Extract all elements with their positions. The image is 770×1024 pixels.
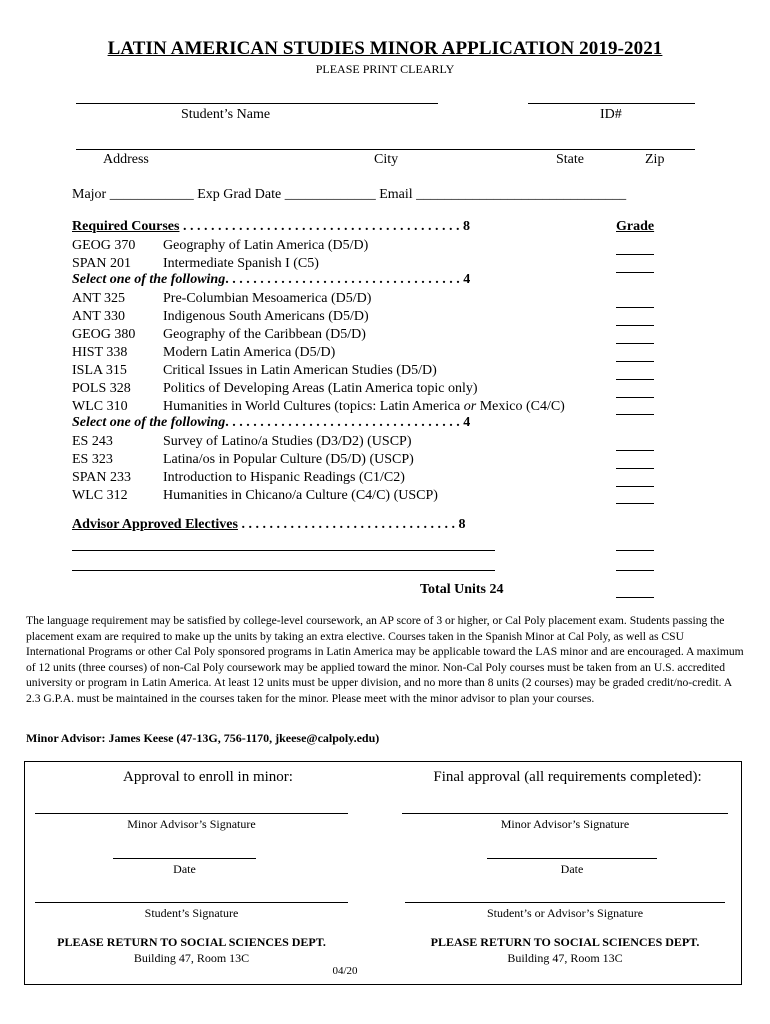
advisor-signature-field-left[interactable]	[35, 813, 348, 814]
signature-label-right: Student’s or Advisor’s Signature	[486, 906, 644, 920]
course-row	[72, 344, 335, 361]
course-name: Geography of Latin America (D5/D)	[163, 238, 369, 253]
id-field[interactable]	[528, 103, 695, 104]
course-row	[72, 451, 414, 468]
course-row	[72, 487, 438, 504]
grade-field[interactable]	[616, 379, 654, 380]
approval-enroll-heading: Approval to enroll in minor:	[123, 769, 293, 785]
course-code: GEOG 380	[72, 327, 136, 342]
zip-label: Zip	[645, 152, 665, 167]
course-code: WLC 310	[72, 399, 128, 414]
approval-box	[24, 761, 742, 985]
required-courses-label: Required Courses	[72, 219, 180, 234]
final-approval-heading: Final approval (all requirements completed):	[433, 769, 702, 785]
city-label: City	[374, 152, 399, 167]
course-row	[72, 362, 437, 379]
required-courses-heading	[72, 219, 470, 235]
address-label: Address	[103, 152, 149, 167]
course-row	[72, 237, 368, 254]
course-code: ISLA 315	[72, 363, 127, 378]
grade-field[interactable]	[616, 570, 654, 571]
course-row	[72, 290, 371, 307]
course-name: Critical Issues in Latin American Studies (D5/D)	[163, 363, 437, 378]
exp-grad-date-field[interactable]: _____________	[284, 187, 376, 202]
electives-heading	[72, 517, 465, 533]
course-code: HIST 338	[72, 345, 128, 360]
select-one-units: . . . . . . . . . . . . . . . . . . . . . . . . . . . . . . . . . . 4	[225, 415, 471, 430]
course-name: Humanities in World Cultures (topics: Latin America	[163, 399, 464, 414]
elective-field[interactable]	[72, 570, 495, 571]
grade-field[interactable]	[616, 550, 654, 551]
course-row	[72, 308, 369, 325]
student-name-label: Student’s Name	[181, 107, 271, 122]
grade-field[interactable]	[616, 325, 654, 326]
course-code: SPAN 201	[72, 256, 132, 271]
date-label-right: Date	[560, 862, 584, 876]
date-field-left[interactable]	[113, 858, 256, 859]
major-label: Major	[72, 187, 107, 202]
exp-grad-date-label: Exp Grad Date	[197, 187, 282, 202]
course-name: Modern Latin America (D5/D)	[163, 345, 336, 360]
select-one-heading	[72, 415, 470, 431]
course-name: Introduction to Hispanic Readings (C1/C2)	[163, 470, 405, 485]
grade-field[interactable]	[616, 450, 654, 451]
building-right: Building 47, Room 13C	[507, 951, 623, 965]
form-version-code: 04/20	[332, 965, 358, 977]
state-label: State	[556, 152, 584, 167]
course-code: ANT 325	[72, 291, 126, 306]
student-signature-field-left[interactable]	[35, 902, 348, 903]
course-name: Pre-Columbian Mesoamerica (D5/D)	[163, 291, 372, 306]
date-field-right[interactable]	[487, 858, 657, 859]
course-name: Politics of Developing Areas (Latin America topic only)	[163, 381, 478, 396]
major-field[interactable]: ____________	[109, 187, 194, 202]
address-field[interactable]	[76, 149, 695, 150]
course-code: ES 323	[72, 452, 113, 467]
select-one-units: . . . . . . . . . . . . . . . . . . . . . . . . . . . . . . . . . . 4	[225, 272, 471, 287]
course-code: WLC 312	[72, 488, 128, 503]
building-left: Building 47, Room 13C	[133, 951, 250, 965]
grade-field[interactable]	[616, 503, 654, 504]
course-row	[72, 255, 319, 272]
select-one-heading	[72, 272, 470, 288]
grade-field[interactable]	[616, 486, 654, 487]
course-name: Geography of the Caribbean (D5/D)	[163, 327, 366, 342]
requirements-paragraph: The language requirement may be satisfied by college-level coursework, an AP score of 3 or higher, or Cal Poly placement exam. Students passing the placement exam are required to make up the units by taking an extra elective. Courses taken in the Spanish Minor at Cal Poly, as well as CSU International Programs or other Cal Poly sponsored programs in Latin America may be applicable toward the LAS minor and are encouraged. A maximum of 12 units (three courses) of non-Cal Poly coursework may be applied toward the minor. Non-Cal Poly courses must be taken from an U.S. accredited university or program in Latin America. At least 12 units must be upper division, and no more than 8 units (2 courses) may be graded credit/no-credit. A 2.3 G.P.A. must be maintained in the courses taken for the minor. Please meet with the minor advisor to plan your courses.	[26, 614, 744, 705]
course-row	[72, 326, 366, 343]
course-name-tail: Mexico (C4/C)	[476, 399, 565, 414]
course-row	[72, 398, 565, 415]
advisor-signature-label-left: Minor Advisor’s Signature	[127, 817, 256, 831]
return-instructions-left: PLEASE RETURN TO SOCIAL SCIENCES DEPT.	[57, 935, 326, 949]
return-instructions-right: PLEASE RETURN TO SOCIAL SCIENCES DEPT.	[430, 935, 700, 949]
student-name-field[interactable]	[76, 103, 438, 104]
course-code: ANT 330	[72, 309, 126, 324]
email-label: Email	[379, 187, 413, 202]
elective-field[interactable]	[72, 550, 495, 551]
total-units: Total Units 24	[420, 582, 504, 597]
total-grade-field[interactable]	[616, 597, 654, 598]
grade-header: Grade	[616, 219, 655, 234]
electives-label: Advisor Approved Electives	[72, 517, 238, 532]
course-code: ES 243	[72, 434, 113, 449]
major-row	[72, 187, 626, 203]
student-signature-label-left: Student’s Signature	[144, 906, 239, 920]
course-row	[72, 433, 411, 450]
advisor-signature-label-right: Minor Advisor’s Signature	[500, 817, 630, 831]
grade-field[interactable]	[616, 272, 654, 273]
signature-field-right[interactable]	[405, 902, 725, 903]
course-name: Intermediate Spanish I (C5)	[163, 256, 319, 271]
minor-advisor-info: Minor Advisor: James Keese (47-13G, 756-1170, jkeese@calpoly.edu)	[26, 731, 380, 745]
course-code: GEOG 370	[72, 238, 136, 253]
course-name: Indigenous South Americans (D5/D)	[163, 309, 369, 324]
required-courses-units: . . . . . . . . . . . . . . . . . . . . . . . . . . . . . . . . . . . . . . . . 8	[179, 219, 470, 234]
grade-field[interactable]	[616, 361, 654, 362]
grade-field[interactable]	[616, 254, 654, 255]
id-label: ID#	[600, 107, 622, 122]
grade-field[interactable]	[616, 414, 654, 415]
select-one-label: Select one of the following	[72, 272, 226, 287]
grade-field[interactable]	[616, 397, 654, 398]
page-subtitle: PLEASE PRINT CLEARLY	[315, 62, 455, 76]
electives-units: . . . . . . . . . . . . . . . . . . . . . . . . . . . . . . . 8	[237, 517, 466, 532]
date-label-left: Date	[173, 862, 196, 876]
grade-field[interactable]	[616, 343, 654, 344]
grade-field[interactable]	[616, 468, 654, 469]
course-name: Survey of Latino/a Studies (D3/D2) (USCP)	[163, 434, 412, 449]
grade-field[interactable]	[616, 307, 654, 308]
page-title: LATIN AMERICAN STUDIES MINOR APPLICATION 2019-2021	[107, 38, 663, 59]
course-row	[72, 469, 405, 486]
course-row	[72, 380, 478, 397]
course-name-or: or	[463, 399, 477, 414]
course-name: Latina/os in Popular Culture (D5/D) (USCP)	[163, 452, 414, 467]
advisor-signature-field-right[interactable]	[402, 813, 728, 814]
email-field[interactable]: ______________________________	[416, 187, 627, 202]
course-code: SPAN 233	[72, 470, 132, 485]
course-name: Humanities in Chicano/a Culture (C4/C) (USCP)	[163, 488, 438, 503]
select-one-label: Select one of the following	[72, 415, 226, 430]
course-code: POLS 328	[72, 381, 131, 396]
